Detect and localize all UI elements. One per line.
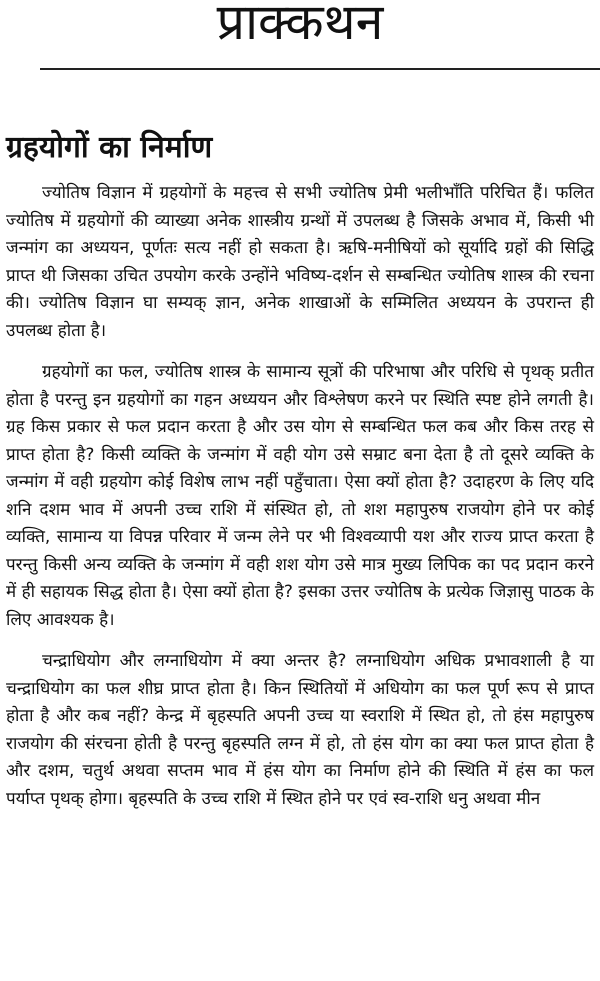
paragraph-3: चन्द्राधियोग और लग्नाधियोग में क्या अन्तर है? लग्नाधियोग अधिक प्रभावशाली है या चन्द्राधियोग का फल शीघ्र प्राप्त होता है। किन स्थितियों में अधियोग का फल पूर्ण रूप से प्राप्त होता है और कब नहीं? केन्द्र में बृहस्पति अपनी उच्च या स्वराशि में स्थित हो, तो हंस महापुरुष राजयोग की संरचना होती है परन्तु बृहस्पति लग्न में हो, तो हंस योग का क्या फल प्राप्त होता है और दशम, चतुर्थ अथवा सप्तम भाव में हंस योग का निर्माण होने की स्थिति में हंस का फल पर्याप्त पृथक् होगा। बृहस्पति के उच्च राशि में स्थित होने पर एवं स्व-राशि धनु अथवा मीन	[6, 651, 594, 809]
page-title: प्राक्कथन	[216, 0, 384, 51]
title-rule	[40, 68, 600, 70]
paragraph-1: ज्योतिष विज्ञान में ग्रहयोगों के महत्त्व से सभी ज्योतिष प्रेमी भलीभाँति परिचित हैं। फलित ज्योतिष में ग्रहयोगों की व्याख्या अनेक शास्त्रीय ग्रन्थों में उपलब्ध है जिसके अभाव में, किसी भी जन्मांग का अध्ययन, पूर्णतः सत्य नहीं हो सकता है। ऋषि-मनीषियों को सूर्यादि ग्रहों की सिद्धि प्राप्त थी जिसका उचित उपयोग करके उन्होंने भविष्य-दर्शन से सम्बन्धित ज्योतिष शास्त्र की रचना की। ज्योतिष विज्ञान घा सम्यक् ज्ञान, अनेक शाखाओं के सम्मिलित अध्ययन के उपरान्त ही उपलब्ध होता है।	[6, 183, 594, 341]
paragraph-2: ग्रहयोगों का फल, ज्योतिष शास्त्र के सामान्य सूत्रों की परिभाषा और परिधि से पृथक् प्रतीत होता है परन्तु इन ग्रहयोगों का गहन अध्ययन और विश्लेषण करने पर स्थिति स्पष्ट होने लगती है। ग्रह किस प्रकार से फल प्रदान करता है और उस योग से सम्बन्धित फल कब और किस तरह से प्राप्त होता है? किसी व्यक्ति के जन्मांग में वही योग उसे सम्राट बना देता है तो दूसरे व्यक्ति के जन्मांग में वही ग्रहयोग कोई विशेष लाभ नहीं पहुँचाता। ऐसा क्यों होता है? उदाहरण के लिए यदि शनि दशम भाव में अपनी उच्च राशि में संस्थित हो, तो शश महापुरुष राजयोग होने पर कोई व्यक्ति, सामान्य या विपन्न परिवार में जन्म लेने पर भी विश्वव्यापी यश और राज्य प्राप्त करता है परन्तु किसी अन्य व्यक्ति के जन्मांग में वही शश योग उसे मात्र मुख्य लिपिक का पद प्रदान करने में ही सहायक सिद्ध होता है। ऐसा क्यों होता है? इसका उत्तर ज्योतिष के प्रत्येक जिज्ञासु पाठक के लिए आवश्यक है।	[6, 362, 594, 630]
section-title: ग्रहयोगों का निर्माण	[6, 130, 213, 165]
body-text	[6, 180, 594, 827]
